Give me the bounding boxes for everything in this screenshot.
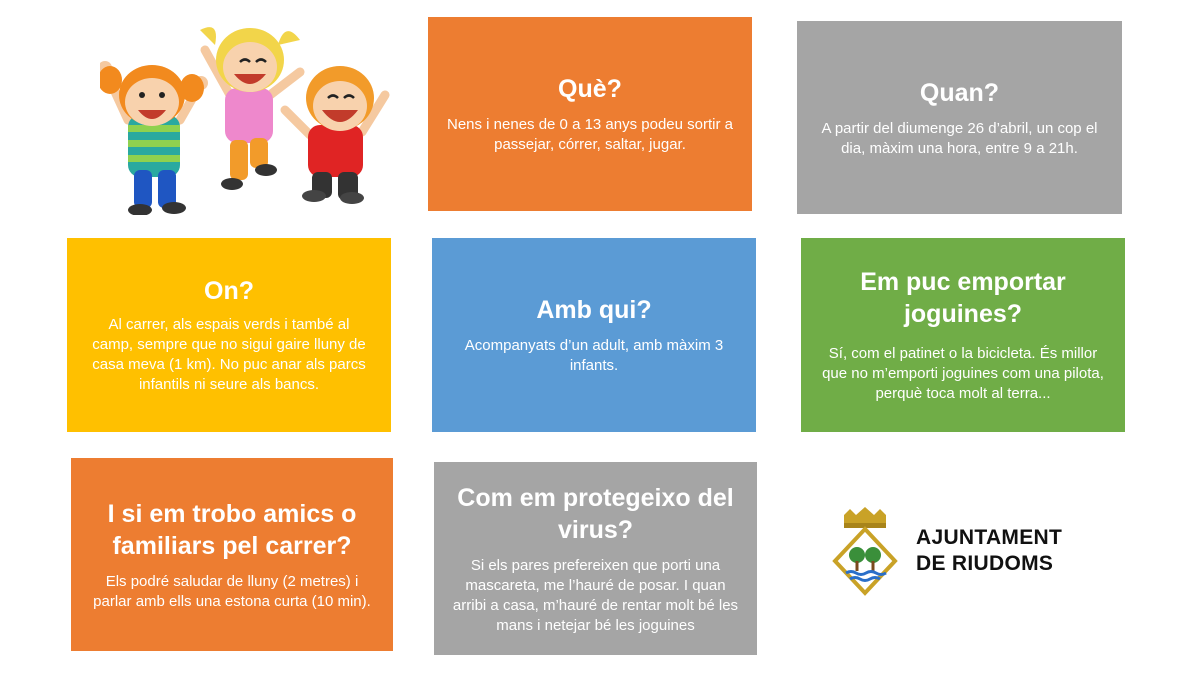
card-joguines [801, 238, 1125, 432]
card-protegeixo-title: Com em protegeixo del virus? [457, 483, 734, 544]
ajuntament-logo-text [916, 525, 1062, 577]
card-quan-title: Quan? [919, 78, 1000, 107]
card-amb-qui-body: Acompanyats d’un adult, amb màxim 3 infants. [464, 337, 724, 374]
jumping-children-illustration [100, 10, 405, 215]
card-amics [71, 458, 393, 651]
girl-left-figure [100, 61, 208, 215]
logo-line-1: AJUNTAMENT [916, 526, 1063, 549]
card-protegeixo-body: Si els pares prefereixen que porti una mascareta, me l’hauré de posar. I quan arribi a casa, m’hauré de rentar molt bé les mans i netejar bé les joguines [452, 556, 739, 634]
card-on-body: Al carrer, als espais verds i també al camp, sempre que no sigui gaire lluny de casa meva (1 km). No puc anar als parcs infantils ni seure als bancs. [92, 316, 366, 393]
card-protegeixo [434, 462, 757, 655]
logo-line-2: DE RIUDOMS [916, 552, 1054, 575]
card-quan [797, 21, 1122, 214]
card-joguines-title: Em puc emportar joguines? [860, 268, 1066, 328]
card-amics-body: Els podré saludar de lluny (2 metres) i parlar amb ells una estona curta (10 min). [93, 572, 371, 610]
card-amb-qui-title: Amb qui? [536, 296, 652, 324]
card-on [67, 238, 391, 432]
card-amics-title: I si em trobo amics o familiars pel carrer? [107, 499, 357, 560]
card-amb-qui [432, 238, 756, 432]
coat-of-arms-icon [830, 505, 900, 600]
boy-right-figure [285, 66, 385, 204]
card-on-title: On? [204, 277, 254, 305]
card-que-body: Nens i nenes de 0 a 13 anys podeu sortir a passejar, córrer, saltar, jugar. [446, 116, 734, 153]
card-joguines-body: Sí, com el patinet o la bicicleta. És millor que no m’emporti joguines com una pilota, perquè toca molt al terra... [822, 345, 1104, 402]
card-que-title: Què? [558, 75, 622, 103]
card-quan-body: A partir del diumenge 26 d’abril, un cop el dia, màxim una hora, entre 9 a 21h. [821, 119, 1098, 157]
card-que [428, 17, 752, 211]
ajuntament-logo [830, 505, 1090, 605]
